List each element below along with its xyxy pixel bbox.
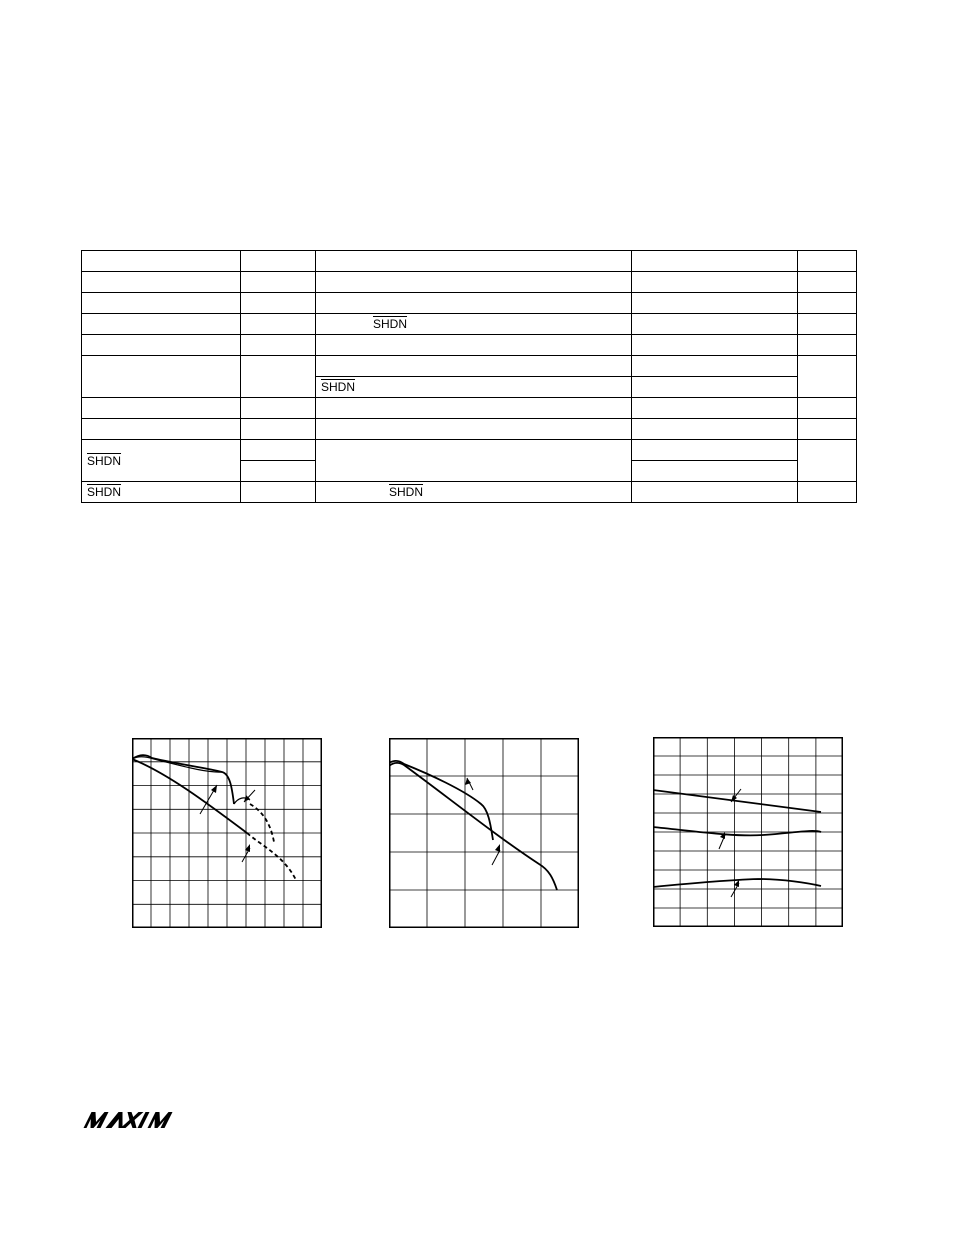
table-cell: [316, 482, 632, 503]
table-cell: [316, 440, 632, 482]
table-cell: [632, 272, 798, 293]
table-row: [82, 293, 857, 314]
electrical-characteristics-table: [81, 250, 857, 503]
curve-top: [653, 790, 821, 812]
table-cell: [82, 482, 241, 503]
table-cell: [82, 272, 241, 293]
table-cell: [316, 398, 632, 419]
table-cell: [82, 440, 241, 482]
table-cell: [798, 314, 857, 335]
shdn-label: SHDN: [87, 453, 122, 468]
shdn-label: SHDN: [373, 317, 408, 331]
table-row: [82, 314, 857, 335]
table-cell: [82, 335, 241, 356]
arrowhead-icon: [720, 832, 725, 839]
table-cell: [316, 293, 632, 314]
table-cell: [241, 482, 316, 503]
table-cell: [316, 251, 632, 272]
table-cell: [632, 314, 798, 335]
graph-3-plot: [653, 737, 843, 927]
typical-operating-characteristic-2: [389, 738, 579, 928]
shdn-label: SHDN: [321, 380, 356, 394]
curve-lower: [132, 759, 247, 833]
graph-frame: [390, 739, 579, 928]
maxim-logo: [82, 1110, 192, 1130]
table-cell: [632, 440, 798, 461]
graph-1-plot: [132, 738, 322, 928]
table-cell: [82, 293, 241, 314]
table-cell: [316, 356, 632, 377]
table-cell: [241, 335, 316, 356]
table-cell: [798, 419, 857, 440]
graph-grid: [389, 738, 579, 928]
table-cell: [632, 251, 798, 272]
table-cell: [632, 293, 798, 314]
table-row: [82, 419, 857, 440]
table-cell: [82, 398, 241, 419]
table-cell: [82, 419, 241, 440]
typical-operating-characteristic-3: [653, 737, 843, 927]
table-cell: [632, 356, 798, 377]
table-cell: [632, 419, 798, 440]
table-cell: [632, 482, 798, 503]
table-cell: [632, 398, 798, 419]
table-row: [82, 398, 857, 419]
table-cell: [82, 314, 241, 335]
table-cell: [241, 251, 316, 272]
table-cell: [316, 335, 632, 356]
table-cell: [82, 251, 241, 272]
curve-upper: [389, 761, 493, 840]
table-row: [82, 272, 857, 293]
table-cell: [241, 272, 316, 293]
table-row: [82, 440, 857, 461]
table-cell: [632, 377, 798, 398]
table-cell: [798, 272, 857, 293]
arrowhead-icon: [495, 844, 500, 852]
shdn-label: SHDN: [389, 485, 424, 499]
table-cell: [241, 461, 316, 482]
typical-operating-characteristic-1: [132, 738, 322, 928]
table-cell: [316, 377, 632, 398]
shdn-label: SHDN: [87, 485, 122, 499]
table-cell: [316, 419, 632, 440]
table-cell: [82, 356, 241, 398]
graph-grid: [132, 738, 322, 928]
table-cell: [241, 314, 316, 335]
table-cell: [241, 293, 316, 314]
curve-dashed-upper: [250, 804, 274, 842]
table-cell: [798, 482, 857, 503]
table-cell: [798, 335, 857, 356]
graph-2-plot: [389, 738, 579, 928]
table-cell: [241, 440, 316, 461]
table-cell: [632, 461, 798, 482]
table-cell: [241, 398, 316, 419]
curve-lower: [389, 763, 557, 890]
table-cell: [798, 251, 857, 272]
curve-middle: [653, 827, 821, 835]
table-row: [82, 482, 857, 503]
table-cell: [241, 419, 316, 440]
table-cell: [798, 356, 857, 398]
table-row: [82, 251, 857, 272]
table-cell: [316, 272, 632, 293]
arrowhead-icon: [211, 785, 217, 793]
table-row: [82, 335, 857, 356]
table-cell: [798, 293, 857, 314]
table-cell: [241, 356, 316, 398]
curve-upper: [132, 755, 234, 804]
table-row: [82, 356, 857, 377]
table-cell: [316, 314, 632, 335]
table-cell: [798, 398, 857, 419]
table-cell: [632, 335, 798, 356]
table-cell: [798, 440, 857, 482]
